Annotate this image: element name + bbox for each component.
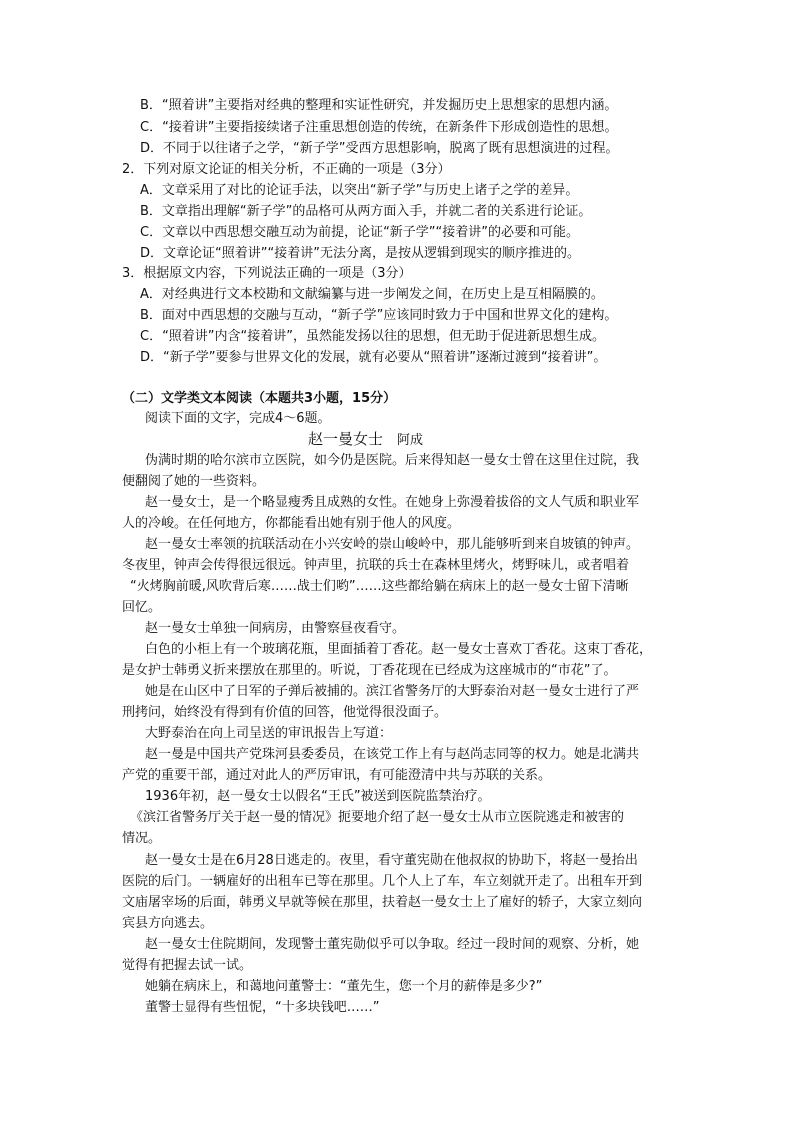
body-line: 情况。 [122, 831, 162, 846]
article-title [308, 429, 423, 451]
q1-option-d: D．不同于以往诸子之学，“新子学”受西方思想影响，脱离了既有思想演进的过程。 [140, 141, 619, 156]
body-line: 冬夜里，钟声会传得很远很远。钟声里，抗联的兵士在森林里烤火，烤野味儿，或者唱着 [122, 558, 630, 573]
body-line: 产党的重要干部，通过对此人的严厉审讯，有可能澄清中共与苏联的关系。 [122, 768, 552, 783]
article-title-text: 赵一曼女士 [308, 430, 384, 448]
body-line: 赵一曼是中国共产党珠河县委委员，在该党工作上有与赵尚志同等的权力。她是北满共 [145, 747, 640, 762]
body-line: 白色的小柜上有一个玻璃花瓶，里面插着丁香花。赵一曼女士喜欢丁香花。这束丁香花， [145, 642, 653, 657]
body-line: 大野泰治在向上司呈送的审讯报告上写道： [145, 726, 393, 741]
body-line: 医院的后门。一辆雇好的出租车已等在那里。几个人上了车，车立刻就开走了。出租车开到 [122, 874, 643, 889]
body-line: 宾县方向逃去。 [122, 916, 214, 931]
section-heading: （二）文学类文本阅读（本题共3小题，15分） [122, 391, 397, 406]
q3-stem: 3．根据原文内容，下列说法正确的一项是（3分） [122, 266, 412, 281]
body-line: 回忆。 [122, 600, 162, 615]
q1-option-b: B．“照着讲”主要指对经典的整理和实证性研究，并发掘历史上思想家的思想内涵。 [140, 98, 618, 113]
body-line: 伪满时期的哈尔滨市立医院，如今仍是医院。后来得知赵一曼女士曾在这里住过院，我 [145, 453, 640, 468]
q2-option-c: C．文章以中西思想交融互动为前提，论证“新子学”“接着讲”的必要和可能。 [140, 225, 580, 240]
q2-option-a: A．文章采用了对比的论证手法，以突出“新子学”与历史上诸子之学的差异。 [140, 183, 579, 198]
q3-option-d: D．“新子学”要参与世界文化的发展，就有必要从“照着讲”逐渐过渡到“接着讲”。 [140, 350, 607, 365]
body-line: 赵一曼女士是在6月28日逃走的。夜里，看守董宪勋在他叔叔的协助下，将赵一曼抬出 [145, 853, 638, 868]
q3-option-c: C．“照着讲”内含“接着讲”，虽然能发扬以往的思想，但无助于促进新思想生成。 [140, 329, 606, 344]
section-instruction: 阅读下面的文字，完成4～6题。 [145, 411, 331, 426]
q2-stem: 2．下列对原文论证的相关分析，不正确的一项是（3分） [122, 162, 451, 177]
body-line: 赵一曼女士率领的抗联活动在小兴安岭的崇山峻岭中，那儿能够听到来自坡镇的钟声。 [145, 537, 640, 552]
body-line: 人的冷峻。在任何地方，你都能看出她有别于他人的风度。 [122, 516, 461, 531]
body-line: 觉得有把握去试一试。 [122, 958, 253, 973]
q2-option-b: B．文章指出理解“新子学”的品格可从两方面入手，并就二者的关系进行论证。 [140, 204, 592, 219]
body-line: 董警士显得有些忸怩，“十多块钱吧……” [145, 1000, 380, 1015]
body-line: 赵一曼女士住院期间，发现警士董宪勋似乎可以争取。经过一段时间的观察、分析，她 [145, 937, 640, 952]
article-author: 阿成 [397, 433, 424, 448]
q3-option-b: B．面对中西思想的交融与互动，“新子学”应该同时致力于中国和世界文化的建构。 [140, 308, 618, 323]
body-line: “火烤胸前暖,风吹背后寒……战士们哟”……这些都给躺在病床上的赵一曼女士留下清晰 [130, 579, 629, 594]
body-line: 赵一曼女士，是一个略显瘦秀且成熟的女性。在她身上弥漫着拔俗的文人气质和职业军 [145, 495, 640, 510]
q2-option-d: D．文章论证“照着讲”“接着讲”无法分离，是按从逻辑到现实的顺序推进的。 [140, 246, 580, 261]
body-line: 赵一曼女士单独一间病房，由警察昼夜看守。 [145, 621, 406, 636]
q3-option-a: A．对经典进行文本校勘和文献编纂与进一步阐发之间，在历史上是互相隔膜的。 [140, 287, 604, 302]
q1-option-c: C．“接着讲”主要指接续诸子注重思想创造的传统，在新条件下形成创造性的思想。 [140, 120, 618, 135]
body-line: 1936年初，赵一曼女士以假名“王氏”被送到医院监禁治疗。 [145, 789, 491, 804]
body-line: 便翻阅了她的一些资料。 [122, 474, 266, 489]
body-line: 她躺在病床上，和蔼地问董警士：“董先生，您一个月的薪俸是多少?” [145, 979, 543, 994]
body-line: 刑拷问，始终没有得到有价值的回答，他觉得很没面子。 [122, 705, 448, 720]
body-line: 她是在山区中了日军的子弹后被捕的。滨江省警务厅的大野泰治对赵一曼女士进行了严 [145, 684, 640, 699]
body-line: 文庙屠宰场的后面，韩勇义早就等候在那里，扶着赵一曼女士上了雇好的轿子，大家立刻向 [122, 895, 643, 910]
body-line: 《滨江省警务厅关于赵一曼的情况》扼要地介绍了赵一曼女士从市立医院逃走和被害的 [130, 810, 625, 825]
body-line: 是女护士韩勇义折来摆放在那里的。听说，丁香花现在已经成为这座城市的“市花”了。 [122, 663, 617, 678]
